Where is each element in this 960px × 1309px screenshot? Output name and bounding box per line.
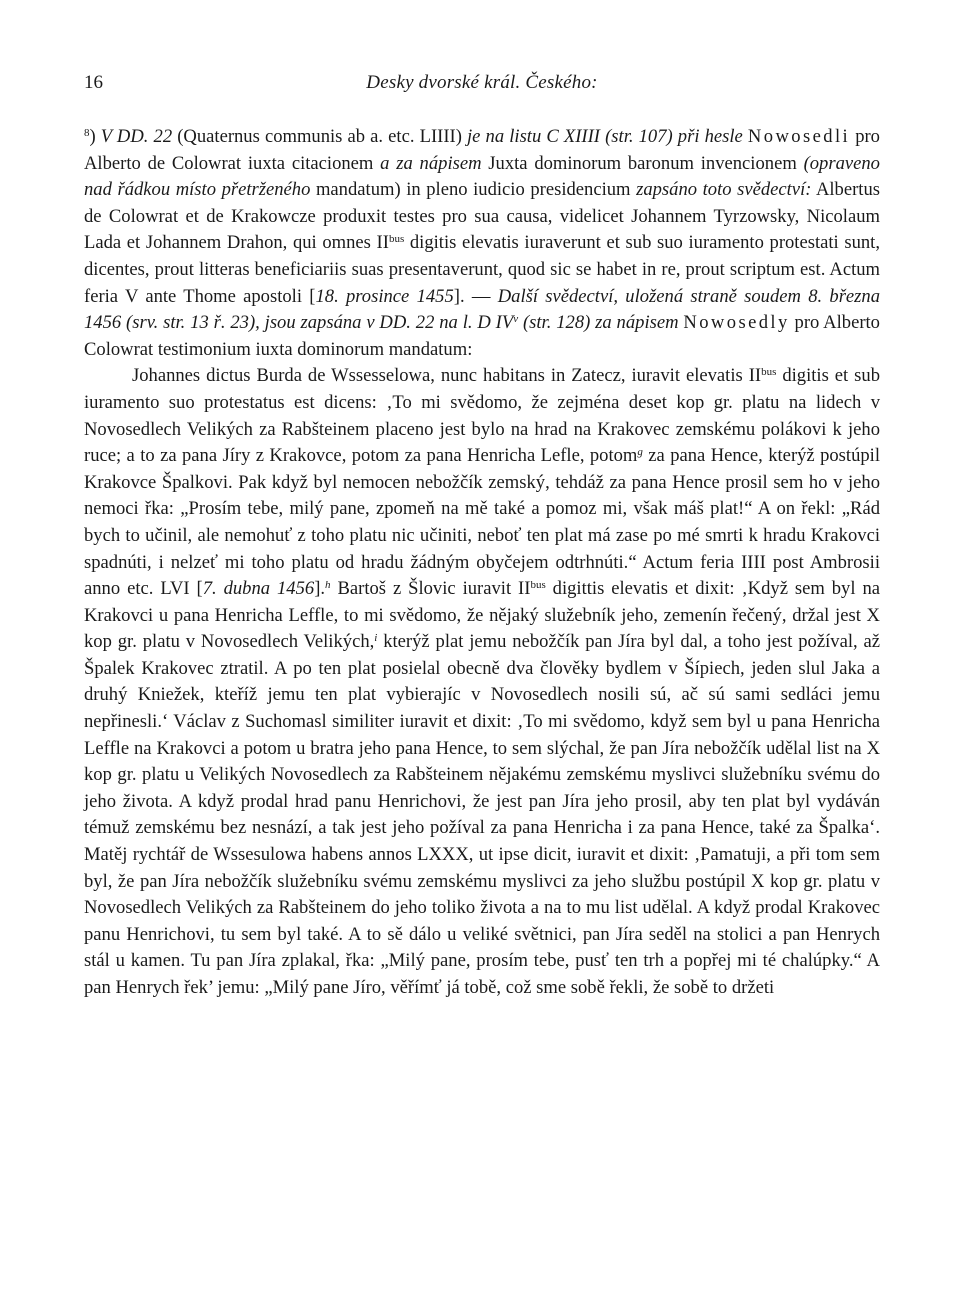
text-run: ]. — [453, 285, 498, 307]
italic-run: Další svědectví, uložená straně soudem 8. března 1456 (srv. str. 13 ř. 23), jsou zapsána v DD. 22 na l. D IV [84, 285, 881, 334]
italic-date: 18. prosince 1455 [315, 285, 454, 307]
note-marker: i [374, 632, 378, 645]
text-run: ]. [314, 578, 326, 600]
italic-run: V DD. 22 [100, 126, 173, 147]
italic-run: (str. 128) za nápisem [518, 312, 679, 334]
text-run: Albertus de Colowrat et de Krakowcze produxit testes pro sua causa, videlicet Johannem Tyrzowsky, Nicolaum Lada et Johannem Drahon, qui omnes II [84, 179, 880, 254]
page-number: 16 [84, 72, 103, 93]
text-run: za pana Hence, kterýž postúpil Krakovce Špalkovi. Pak když byl nemocen nebožčík zemský, tehdáž za pana Hence prosil sem ho v jeho nemoci řka: „Prosím tebe, milý pane, zpomeň na mě také a pomoz mi, však máš plat!“ A on řekl: „Rád bych to učinil, ale nemohuť z toho platu nic učiniti, neboť ten plat má zase po mé smrti k hradu Krakovci spadnúti, i nelzeť mi toho platu od hradu žádným obyčejem odtrhnúti.“ Actum feria IIII post Ambrosii anno etc. LVI [ [84, 445, 881, 600]
spaced-name: Nowosedli [747, 126, 851, 147]
italic-run: zapsáno toto svědectví: [636, 179, 812, 201]
spaced-name: Nowosedly [683, 312, 790, 334]
superscript: bus [388, 233, 405, 246]
footnote-marker: 8 [84, 127, 90, 139]
text-run: pro Alberto de Colowrat iuxta citacionem [84, 126, 880, 174]
text-run: mandatum) in pleno iudicio presidencium [310, 179, 637, 201]
testimony-paragraph [84, 363, 880, 1001]
running-title: Desky dvorské král. Českého: [366, 72, 598, 93]
superscript: bus [530, 579, 546, 592]
page-header [84, 70, 880, 100]
text-run: Bartoš z Šlovic iuravit II [330, 578, 531, 600]
text-run: (Quaternus communis ab a. etc. LIIII) [172, 126, 468, 147]
text-run: pro Alberto Colowrat testimonium iuxta dominorum mandatum: [84, 312, 880, 360]
italic-date: 7. dubna 1456 [202, 578, 315, 600]
superscript: bus [761, 366, 777, 379]
footnote-paragraph [84, 124, 880, 363]
italic-run: je na listu C XIIII (str. 107) při hesle [467, 126, 743, 147]
document-page [84, 70, 880, 1002]
italic-run: a za nápisem [380, 152, 482, 174]
note-marker: g [637, 446, 643, 459]
text-run: digitis et sub iuramento suo protestatus est dicens: ‚To mi svědomo, že zejména deset kop gr. platu na lidech v Novosedlech Velikých za Rabšteinem placeno jest bylo na hrad na Krakovec zemskému polákovi k jeho ruce; a to za pana Jíry z Krakovce, potom za pana Henricha Lefle, potom [84, 365, 881, 467]
text-run: kterýž plat jemu nebožčík pan Jíra byl dal, a toho jest požíval, až Špalek Krakovec ztratil. A po ten plat posielal obecně dva člověky bydlem v Šípiech, jeden slul Jaka a druhý Kniežek, kteříž jemu ten plat vybierajíc v Novosedlech nosili sú, ač sú sami sedláci jemu nepřinesli.‘ Václav z Suchomasl similiter iuravit et dixit: ‚To mi svědomo, když sem byl u pana Henricha Leffle na Krakovci a potom u bratra jeho pana Hence, to sem slýchal, že pan Jíra nebožčík udělal list na X kop gr. platu u Velikých Novosedlech za Rabšteinem nějakému zemskému myslivci služebníku svému do jeho života. A když prodal hrad panu Henrichovi, že jest pan Jíra jeho prosil, aby ten plat byl vydáván témuž zemskému bez nesnází, a tak jest jeho požíval za pana Henricha i za pana Hence, také za Špalka‘. Matěj rychtář de Wssesulowa habens annos LXXX, ut ipse dicit, iuravit et dixit: ‚Pamatuji, a při tom sem byl, že pan Jíra nebožčík služebníku svému zemskému myslivci za jeho službu postúpil X kop gr. platu v Novosedlech Velikých za Rabšteinem do jeho toliko života a na to mu list udělal. A když prodal Krakovec panu Henrichovi, tu sem byl také. A to sě dálo u veliké světnici, pan Jíra seděl na stolici a pan Henrych stál u kamen. Tu pan Jíra zplakal, řka: „Milý pane, prosím tebe, pusť ten trh a popřej mi té chalúpky.“ A pan Henrych řek’ jemu: „Milý pane Jíro, věřímť já tobě, což sme sobě řekli, že sobě to držeti [84, 631, 881, 998]
italic-run: (opraveno nad řádkou místo přetrženého [84, 152, 880, 201]
text-run: digittis elevatis et dixit: ‚Když sem byl na Krakovci u pana Henricha Leffle, to mi svědomo, že nějaký služebník jeho, zemenín řečený, držal jest X kop gr. platu v Novosedlech Velikých, [84, 578, 881, 653]
superscript: v [513, 313, 519, 326]
text-run: ) [89, 126, 101, 147]
text-run: Juxta dominorum baronum invencionem [481, 152, 804, 174]
text-run: digitis elevatis iuraverunt et sub suo iuramento protestati sunt, dicentes, prout litteras beneficiariis suas presentaverunt, quod sic se habet in re, prout scriptum est. Actum feria V ante Thome apostoli [ [84, 232, 880, 307]
text-run: Johannes dictus Burda de Wssesselowa, nunc habitans in Zatecz, iuravit elevatis II [132, 365, 762, 387]
note-marker: h [325, 579, 331, 592]
